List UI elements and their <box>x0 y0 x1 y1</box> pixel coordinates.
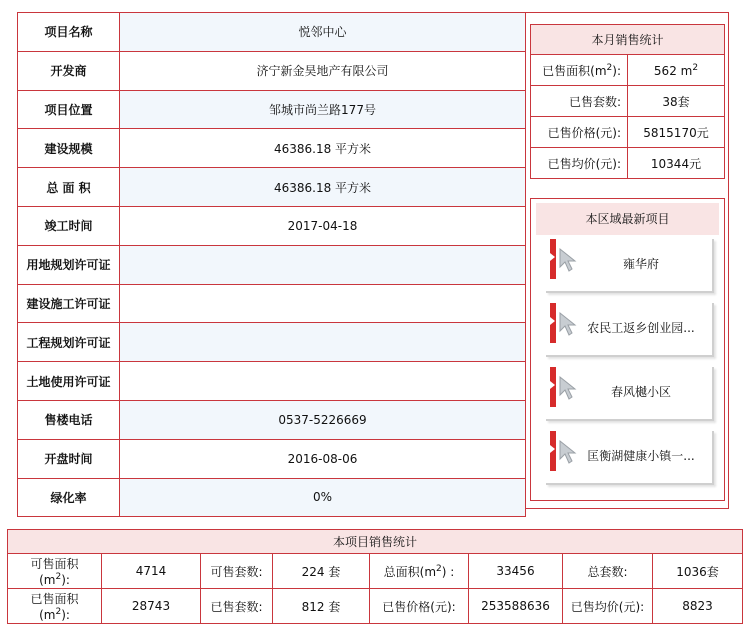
total-area-value: 33456 <box>469 554 563 589</box>
info-row-engineering-permit <box>18 323 526 362</box>
monthly-area-label: 已售面积$(m^2)$: <box>531 55 628 86</box>
sold-area-value: 28743 <box>102 589 201 624</box>
flag-icon <box>550 239 556 279</box>
project-link[interactable] <box>546 367 716 423</box>
info-value: 0% <box>120 478 526 517</box>
info-label: 建设规模 <box>18 129 120 168</box>
info-value <box>120 284 526 323</box>
info-value: 2016-08-06 <box>120 439 526 478</box>
info-label: 建设施工许可证 <box>18 284 120 323</box>
info-value: 2017-04-18 <box>120 206 526 245</box>
sold-sets-label: 已售套数: <box>201 589 273 624</box>
info-label: 开盘时间 <box>18 439 120 478</box>
total-sets-label: 总套数: <box>563 554 653 589</box>
info-label: 土地使用许可证 <box>18 362 120 401</box>
project-name: 春风樾小区 <box>610 385 671 399</box>
sold-price-value: 253588636 <box>469 589 563 624</box>
sold-area-label: 已售面积 $(m^2)$: <box>8 589 102 624</box>
area-panel-title: 本区域最新项目 <box>536 203 719 235</box>
info-row-opening <box>18 439 526 478</box>
project-name: 农民工返乡创业园... <box>587 321 695 335</box>
info-label: 售楼电话 <box>18 400 120 439</box>
info-value: 悦邻中心 <box>120 13 526 52</box>
info-label: 工程规划许可证 <box>18 323 120 362</box>
info-label: 竣工时间 <box>18 206 120 245</box>
info-label: 项目名称 <box>18 13 120 52</box>
sold-price-label: 已售价格(元): <box>370 589 469 624</box>
project-link[interactable] <box>546 303 716 359</box>
info-value <box>120 245 526 284</box>
sold-sets-value: 812 套 <box>273 589 370 624</box>
info-value: 邹城市尚兰路177号 <box>120 90 526 129</box>
monthly-price-label: 已售价格(元): <box>531 117 628 148</box>
info-value: 46386.18 平方米 <box>120 129 526 168</box>
monthly-avg-label: 已售均价(元): <box>531 148 628 179</box>
sold-avg-value: 8823 <box>653 589 743 624</box>
monthly-price-value: 5815170元 <box>628 117 725 148</box>
monthly-sales-table <box>530 24 725 179</box>
flag-icon <box>550 431 556 471</box>
project-link[interactable] <box>546 431 716 487</box>
monthly-area-value: 562 $m^2$ <box>628 55 725 86</box>
sold-avg-label: 已售均价(元): <box>563 589 653 624</box>
total-area-label: 总面积$(m^2)$ : <box>370 554 469 589</box>
info-row-phone <box>18 400 526 439</box>
info-label: 项目位置 <box>18 90 120 129</box>
info-value: 0537-5226669 <box>120 400 526 439</box>
info-row-name <box>18 13 526 52</box>
project-name: 匡衡湖健康小镇一... <box>587 449 695 463</box>
project-name: 雍华府 <box>622 257 659 271</box>
info-row-green-rate <box>18 478 526 517</box>
avail-area-label: 可售面积 $(m^2)$: <box>8 554 102 589</box>
monthly-sets-label: 已售套数: <box>531 86 628 117</box>
info-row-location <box>18 90 526 129</box>
avail-sets-label: 可售套数: <box>201 554 273 589</box>
monthly-sets-value: 38套 <box>628 86 725 117</box>
info-row-land-use-permit <box>18 362 526 401</box>
info-row-scale <box>18 129 526 168</box>
monthly-sales-title: 本月销售统计 <box>531 25 725 55</box>
project-link[interactable] <box>546 239 716 295</box>
info-row-total-area <box>18 168 526 207</box>
avail-area-value: 4714 <box>102 554 201 589</box>
monthly-avg-value: 10344元 <box>628 148 725 179</box>
info-label: 总 面 积 <box>18 168 120 207</box>
info-value: 济宁新金昊地产有限公司 <box>120 51 526 90</box>
info-label: 绿化率 <box>18 478 120 517</box>
info-row-land-permit <box>18 245 526 284</box>
flag-icon <box>550 367 556 407</box>
info-row-completion <box>18 206 526 245</box>
info-value: 46386.18 平方米 <box>120 168 526 207</box>
avail-sets-value: 224 套 <box>273 554 370 589</box>
total-sets-value: 1036套 <box>653 554 743 589</box>
info-row-developer <box>18 51 526 90</box>
area-new-projects-panel <box>530 198 725 501</box>
info-value <box>120 323 526 362</box>
info-value <box>120 362 526 401</box>
info-row-construction-permit <box>18 284 526 323</box>
project-sales-title: 本项目销售统计 <box>8 530 743 554</box>
info-label: 用地规划许可证 <box>18 245 120 284</box>
project-sales-table <box>7 529 743 624</box>
project-info-table <box>17 12 526 517</box>
flag-icon <box>550 303 556 343</box>
info-label: 开发商 <box>18 51 120 90</box>
